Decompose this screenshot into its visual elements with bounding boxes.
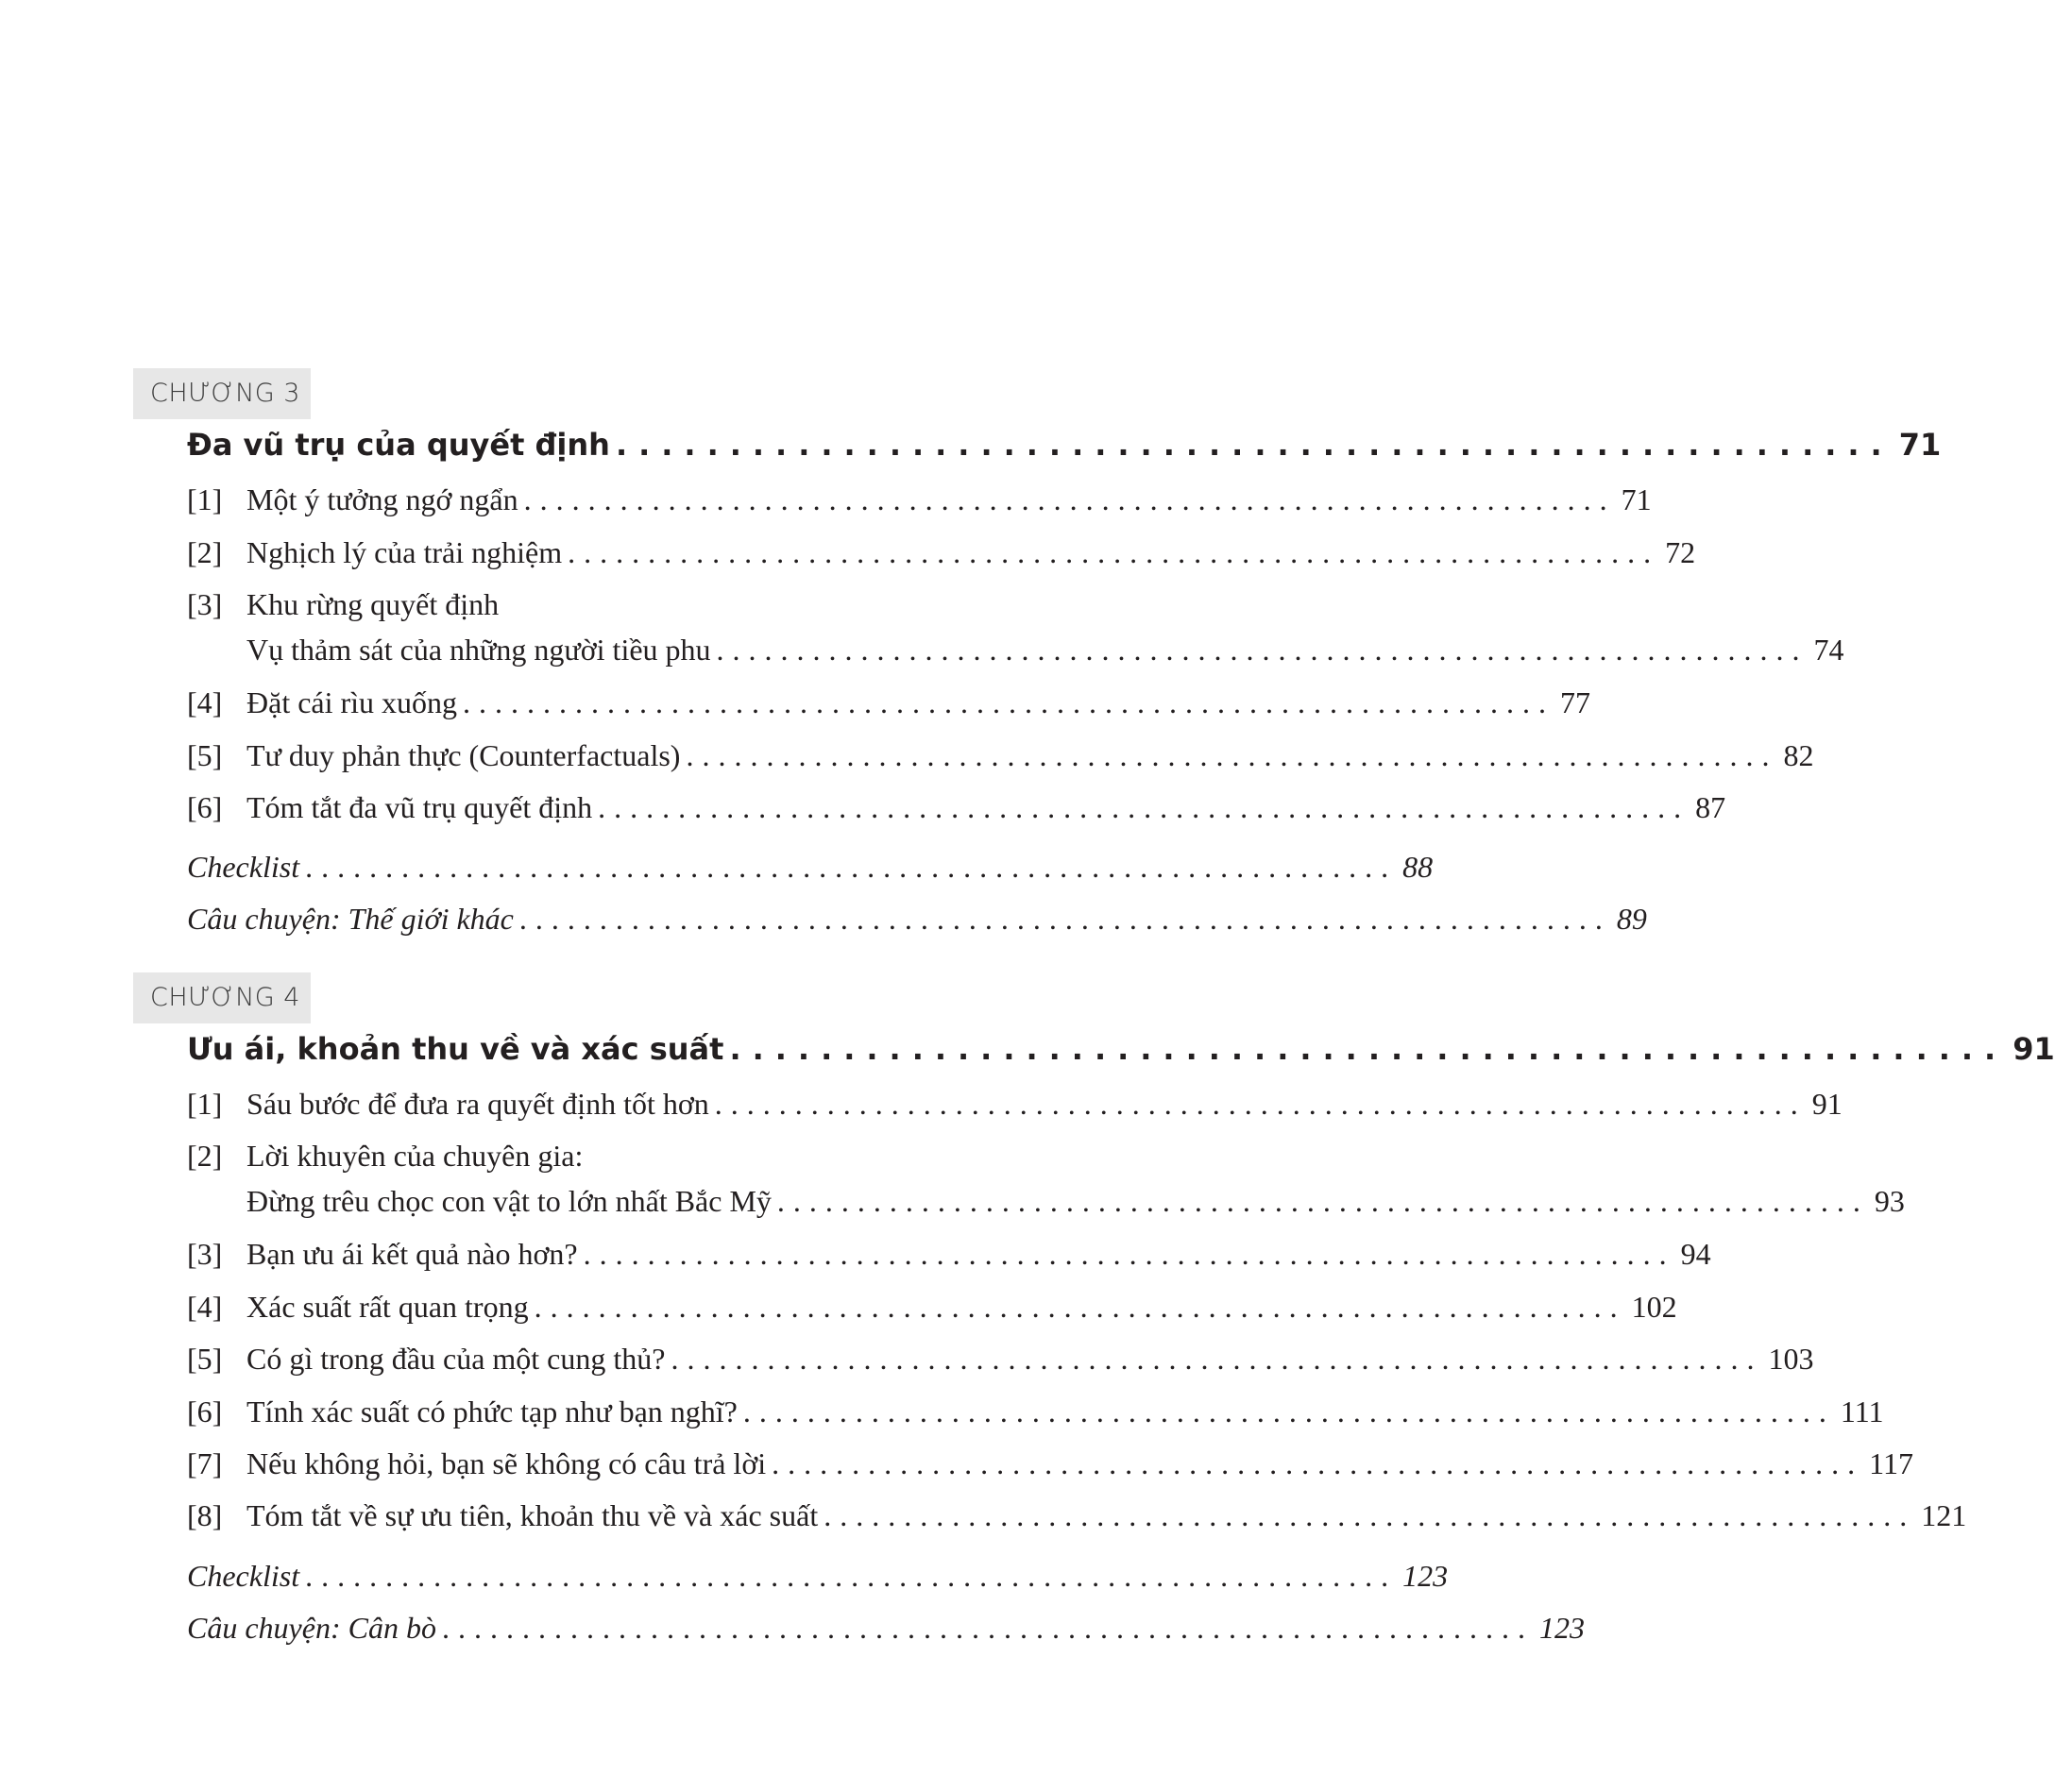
section-number: [1] xyxy=(187,482,223,516)
toc-entry[interactable] xyxy=(187,1446,1913,1488)
dot-leader: .................................................................... xyxy=(716,633,1809,667)
page-number: 121 xyxy=(1921,1498,1967,1532)
dot-leader: ........................................................ xyxy=(615,427,1894,463)
dot-leader: .................................................................... xyxy=(824,1498,1916,1532)
page-number: 91 xyxy=(2013,1031,2055,1067)
page-number: 74 xyxy=(1813,633,1844,667)
section-title: Lời khuyên của chuyên gia: xyxy=(246,1139,584,1173)
chapter-title-text: Ưu ái, khoản thu về và xác suất xyxy=(187,1031,724,1067)
toc-extra-story[interactable] xyxy=(187,1611,1585,1652)
section-title: Một ý tưởng ngớ ngẩn xyxy=(246,482,518,516)
toc-extra-checklist[interactable] xyxy=(187,1559,1449,1600)
dot-leader: .................................................................... xyxy=(523,482,1616,516)
section-number: [5] xyxy=(187,738,223,772)
toc-entry[interactable] xyxy=(187,587,1844,668)
section-number: [3] xyxy=(187,587,223,621)
toc-entry[interactable] xyxy=(187,535,1696,577)
section-title: Bạn ưu ái kết quả nào hơn? xyxy=(246,1237,578,1271)
dot-leader: .................................................................... xyxy=(463,685,1555,719)
section-number: [6] xyxy=(187,1395,223,1429)
page-number: 111 xyxy=(1840,1395,1884,1429)
dot-leader: .................................................................... xyxy=(671,1342,1763,1376)
section-title: Tóm tắt đa vũ trụ quyết định xyxy=(246,790,593,824)
page-number: 89 xyxy=(1616,902,1647,936)
page-number: 82 xyxy=(1783,738,1814,772)
section-number: [2] xyxy=(187,535,223,569)
chapter-3-title[interactable] xyxy=(187,427,1942,468)
section-number: [4] xyxy=(187,1290,223,1324)
dot-leader: .................................................................... xyxy=(534,1290,1626,1324)
toc-entry[interactable] xyxy=(187,482,1652,524)
section-subtitle: Đừng trêu chọc con vật to lớn nhất Bắc Mỹ xyxy=(246,1184,772,1218)
dot-leader: .................................................................... xyxy=(772,1446,1864,1480)
dot-leader: .................................................................... xyxy=(742,1395,1835,1429)
page-number: 102 xyxy=(1631,1290,1677,1324)
section-number: [5] xyxy=(187,1342,223,1376)
toc-entry[interactable] xyxy=(187,1139,1905,1219)
dot-leader: .................................................................... xyxy=(305,850,1398,884)
dot-leader: .................................................................... xyxy=(583,1237,1675,1271)
extra-title: Checklist xyxy=(187,850,300,884)
toc-extra-checklist[interactable] xyxy=(187,850,1434,891)
page-number: 123 xyxy=(1402,1559,1449,1593)
dot-leader: .................................................................... xyxy=(776,1184,1869,1218)
extra-title: Câu chuyện: Thế giới khác xyxy=(187,902,514,936)
dot-leader: .................................................................... xyxy=(441,1611,1534,1645)
toc-entry[interactable] xyxy=(187,685,1591,727)
toc-entry[interactable] xyxy=(187,1498,1967,1540)
dot-leader: .................................................................... xyxy=(714,1087,1807,1121)
extra-title: Câu chuyện: Cân bò xyxy=(187,1611,436,1645)
dot-leader: ........................................................ xyxy=(729,1031,2008,1067)
page-number: 88 xyxy=(1402,850,1434,884)
page-number: 71 xyxy=(1898,427,1942,463)
toc-entry[interactable] xyxy=(187,1290,1677,1331)
chapter-4-label: CHƯƠNG 4 xyxy=(133,972,311,1023)
toc-entry[interactable] xyxy=(187,1237,1711,1278)
dot-leader: .................................................................... xyxy=(305,1559,1398,1593)
section-title: Tư duy phản thực (Counterfactuals) xyxy=(246,738,681,772)
toc-entry[interactable] xyxy=(187,1342,1814,1383)
chapter-3-label: CHƯƠNG 3 xyxy=(133,368,311,419)
section-number: [8] xyxy=(187,1498,223,1532)
section-title: Khu rừng quyết định xyxy=(246,587,500,621)
page-number: 94 xyxy=(1680,1237,1711,1271)
toc-entry[interactable] xyxy=(187,1087,1843,1128)
section-title: Nếu không hỏi, bạn sẽ không có câu trả lời xyxy=(246,1446,767,1480)
chapter-4-title[interactable] xyxy=(187,1031,2055,1073)
toc-entry[interactable] xyxy=(187,738,1814,780)
section-title: Tóm tắt về sự ưu tiên, khoản thu về và xác suất xyxy=(246,1498,819,1532)
section-number: [2] xyxy=(187,1139,223,1173)
chapter-title-text: Đa vũ trụ của quyết định xyxy=(187,427,610,463)
section-number: [1] xyxy=(187,1087,223,1121)
section-number: [3] xyxy=(187,1237,223,1271)
dot-leader: .................................................................... xyxy=(518,902,1611,936)
dot-leader: .................................................................... xyxy=(568,535,1660,569)
page-number: 93 xyxy=(1874,1184,1905,1218)
toc-entry[interactable] xyxy=(187,1395,1884,1436)
section-number: [7] xyxy=(187,1446,223,1480)
section-number: [6] xyxy=(187,790,223,824)
toc-entry[interactable] xyxy=(187,790,1726,832)
dot-leader: .................................................................... xyxy=(686,738,1778,772)
page-number: 87 xyxy=(1695,790,1726,824)
page-number: 72 xyxy=(1665,535,1696,569)
page-number: 103 xyxy=(1768,1342,1814,1376)
section-title: Nghịch lý của trải nghiệm xyxy=(246,535,563,569)
section-number: [4] xyxy=(187,685,223,719)
extra-title: Checklist xyxy=(187,1559,300,1593)
dot-leader: .................................................................... xyxy=(598,790,1690,824)
section-title: Tính xác suất có phức tạp như bạn nghĩ? xyxy=(246,1395,738,1429)
page-number: 77 xyxy=(1560,685,1591,719)
page-number: 91 xyxy=(1811,1087,1843,1121)
page-number: 123 xyxy=(1538,1611,1585,1645)
page-number: 117 xyxy=(1869,1446,1913,1480)
section-subtitle: Vụ thảm sát của những người tiều phu xyxy=(246,633,711,667)
section-title: Đặt cái rìu xuống xyxy=(246,685,458,719)
section-title: Sáu bước để đưa ra quyết định tốt hơn xyxy=(246,1087,709,1121)
section-title: Xác suất rất quan trọng xyxy=(246,1290,529,1324)
toc-extra-story[interactable] xyxy=(187,902,1647,943)
page-number: 71 xyxy=(1621,482,1652,516)
section-title: Có gì trong đầu của một cung thủ? xyxy=(246,1342,666,1376)
